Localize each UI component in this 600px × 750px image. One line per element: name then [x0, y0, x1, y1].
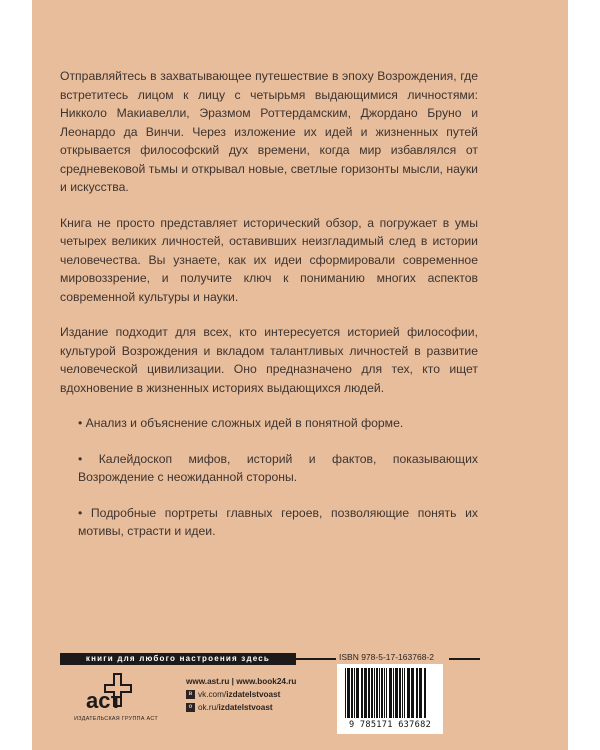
- publisher-links: [186, 675, 336, 714]
- paragraph-3: Издание подходит для всех, кто интересуется историей философии, культурой Возрождения и вкладом талантливых личностей в развитие человеческой цивилизации. Оно предназначено для тех, кто ищет вдохновение в жизненных историях выдающихся людей.: [60, 325, 478, 395]
- publisher-logo: [66, 672, 166, 732]
- barcode-bar: [364, 668, 367, 718]
- bullet-2: • Калейдоскоп мифов, историй и фактов, показывающих Возрождение с неожиданной стороны.: [78, 451, 478, 484]
- ok-icon: о: [186, 703, 195, 712]
- barcode-bars: [343, 668, 437, 720]
- ok-link[interactable]: о ok.ru/ izdatelstvoast: [186, 701, 336, 714]
- bullet-1: • Анализ и объяснение сложных идей в понятной форме.: [78, 416, 404, 430]
- barcode: [337, 664, 443, 734]
- barcode-bar: [419, 668, 422, 718]
- website-links[interactable]: www.ast.ru | www.book24.ru: [186, 677, 297, 686]
- barcode-bar: [386, 668, 387, 718]
- logo-text: аст: [86, 688, 122, 713]
- barcode-bar: [368, 668, 370, 718]
- vk-link[interactable]: в vk.com/ izdatelstvoast: [186, 688, 336, 701]
- publisher-caption: ИЗДАТЕЛЬСКАЯ ГРУППА АСТ: [74, 716, 158, 722]
- barcode-bar: [354, 668, 355, 718]
- barcode-bar: [407, 668, 410, 718]
- vk-icon: в: [186, 690, 195, 699]
- barcode-bar: [424, 668, 426, 718]
- barcode-bar: [399, 668, 401, 718]
- barcode-bar: [379, 668, 380, 718]
- barcode-bar: [356, 668, 359, 718]
- isbn-label: ISBN 978-5-17-163768-2: [336, 651, 449, 663]
- barcode-bar: [402, 668, 403, 718]
- barcode-bar: [361, 668, 363, 718]
- barcode-bar: [381, 668, 383, 718]
- barcode-number: 9 785171 637682: [348, 720, 432, 730]
- barcode-bar: [404, 668, 405, 718]
- barcode-bar: [389, 668, 392, 718]
- barcode-bar: [345, 668, 346, 718]
- ast-logo-icon: [84, 672, 136, 714]
- barcode-bar: [376, 668, 378, 718]
- barcode-bar: [351, 668, 353, 718]
- barcode-bar: [416, 668, 418, 718]
- barcode-bar: [371, 668, 373, 718]
- barcode-bar: [395, 668, 398, 718]
- paragraph-1: Отправляйтесь в захватывающее путешествие в эпоху Возрождения, где встретитесь лицом к лицу с четырьмя выдающимися личностями: Никколо Макиавелли, Эразмом Роттердамским, Джордано Бруно и Леонардо да Винчи. Через изложение их идей и жизненных путей открывается философский дух времени, когда мир избавлялся от средневековой тьмы и открывал новые, светлые горизонты мысли, науки и искусства.: [60, 69, 478, 194]
- barcode-bar: [374, 668, 375, 718]
- barcode-bar: [384, 668, 385, 718]
- barcode-bar: [347, 668, 350, 718]
- description-text: [60, 67, 478, 558]
- bullet-3: • Подробные портреты главных героев, позволяющие понять их мотивы, страсти и идеи.: [78, 505, 478, 538]
- barcode-bar: [411, 668, 414, 718]
- tagline: книги для любого настроения здесь: [60, 653, 296, 665]
- barcode-bar: [393, 668, 394, 718]
- paragraph-2: Книга не просто представляет исторический обзор, а погружает в умы четырех великих личностей, оставивших неизгладимый след в истории человечества. Вы узнаете, как их идеи сформировали современное мировоззрение, и получите ключ к пониманию многих аспектов современной культуры и науки.: [60, 215, 478, 304]
